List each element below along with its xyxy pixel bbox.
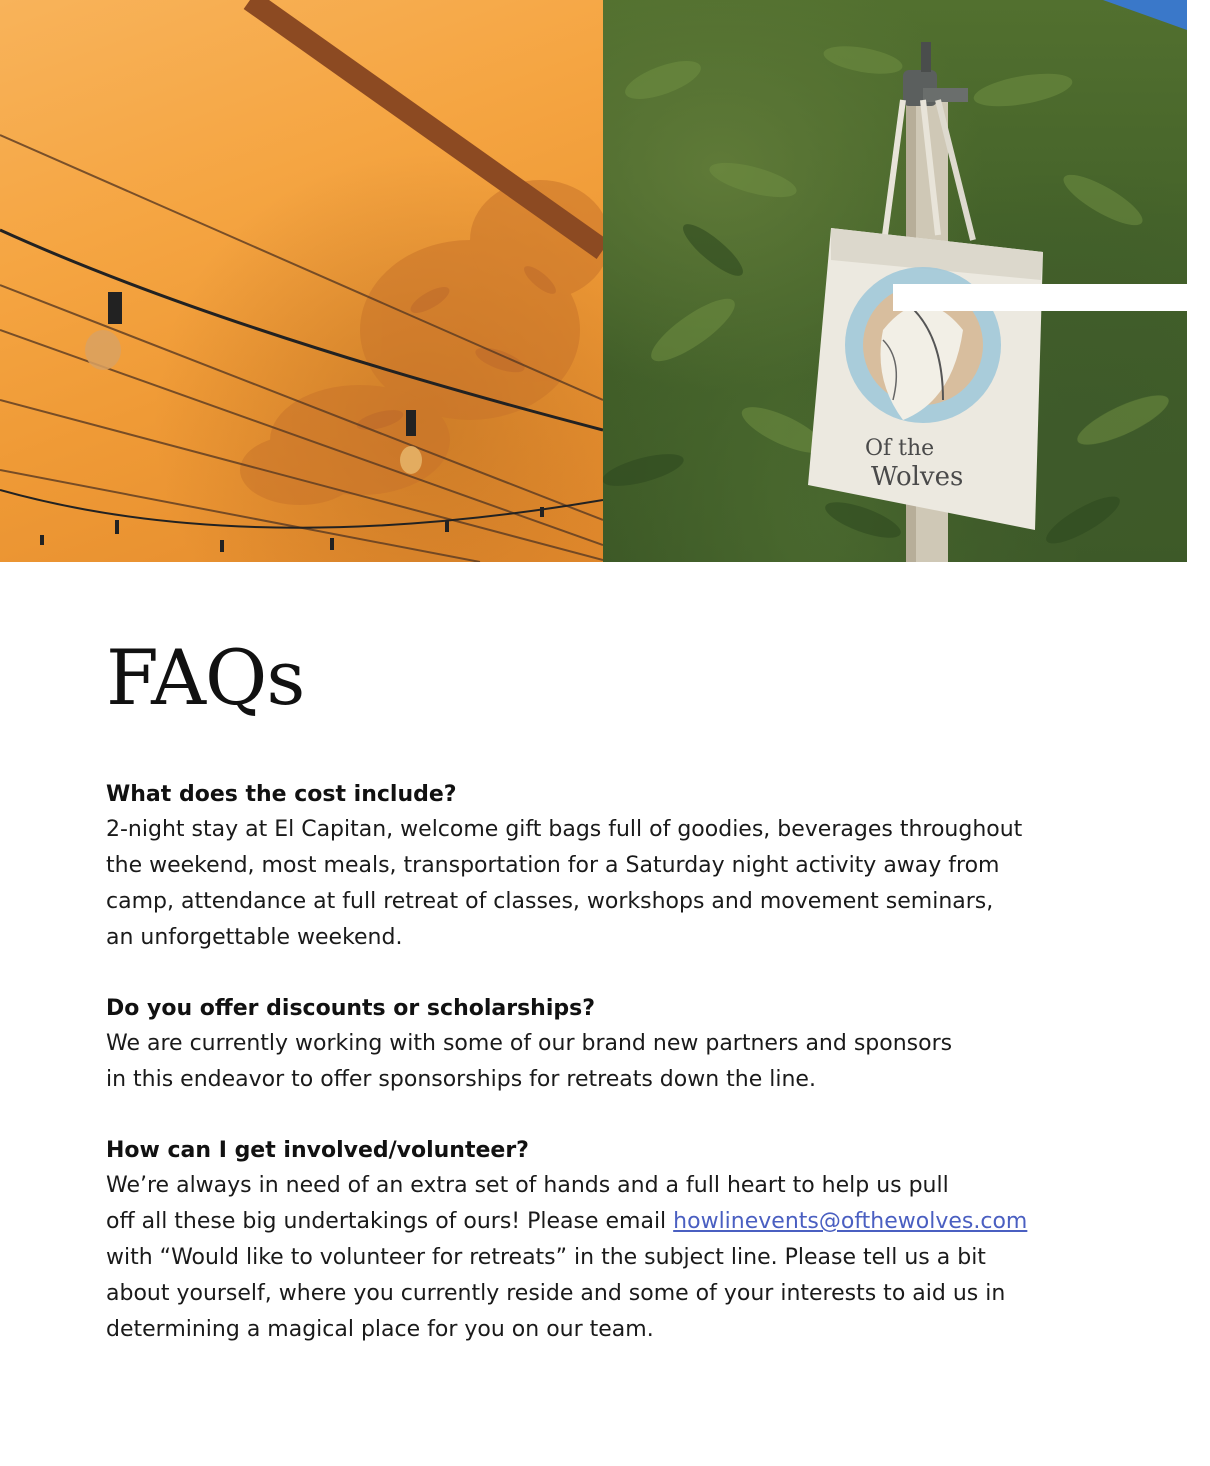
orange-tent-canopy-photo	[0, 0, 603, 562]
faq-section	[106, 630, 1106, 1384]
faq-question: Do you offer discounts or scholarships?	[106, 996, 595, 1021]
faq-answer-text: We’re always in need of an extra set of hands and a full heart to help us pull off all these big undertakings of ours! Please email	[106, 1173, 949, 1234]
faq-question: What does the cost include?	[106, 782, 457, 807]
faq-item	[106, 1134, 1106, 1348]
white-notch	[893, 284, 1210, 311]
svg-text:Wolves: Wolves	[871, 462, 964, 492]
faq-question: How can I get involved/volunteer?	[106, 1138, 529, 1163]
white-notch	[1187, 311, 1210, 562]
faq-answer-text: with “Would like to volunteer for retreats” in the subject line. Please tell us a bit about yourself, where you currently reside and some of your interests to aid us in determining a magical place for you on our team.	[106, 1245, 1006, 1342]
faq-item	[106, 992, 1106, 1098]
hero-photos	[0, 0, 1210, 562]
faq-answer: 2-night stay at El Capitan, welcome gift bags full of goodies, beverages throughout the weekend, most meals, transportation for a Saturday night activity away from camp, attendance at full retreat of classes, workshops and movement seminars, an unforgettable weekend.	[106, 817, 1023, 950]
svg-text:Of the: Of the	[865, 436, 935, 461]
faq-answer	[106, 1168, 1106, 1348]
faq-list	[106, 778, 1106, 1348]
white-notch	[1187, 0, 1210, 212]
faq-item	[106, 778, 1106, 956]
email-link[interactable]: howlinevents@ofthewolves.com	[673, 1209, 1028, 1234]
tote-bag-photo	[603, 0, 1187, 562]
faq-answer: We are currently working with some of our brand new partners and sponsors in this endeavor to offer sponsorships for retreats down the line.	[106, 1031, 953, 1092]
page-title: FAQs	[106, 633, 305, 722]
